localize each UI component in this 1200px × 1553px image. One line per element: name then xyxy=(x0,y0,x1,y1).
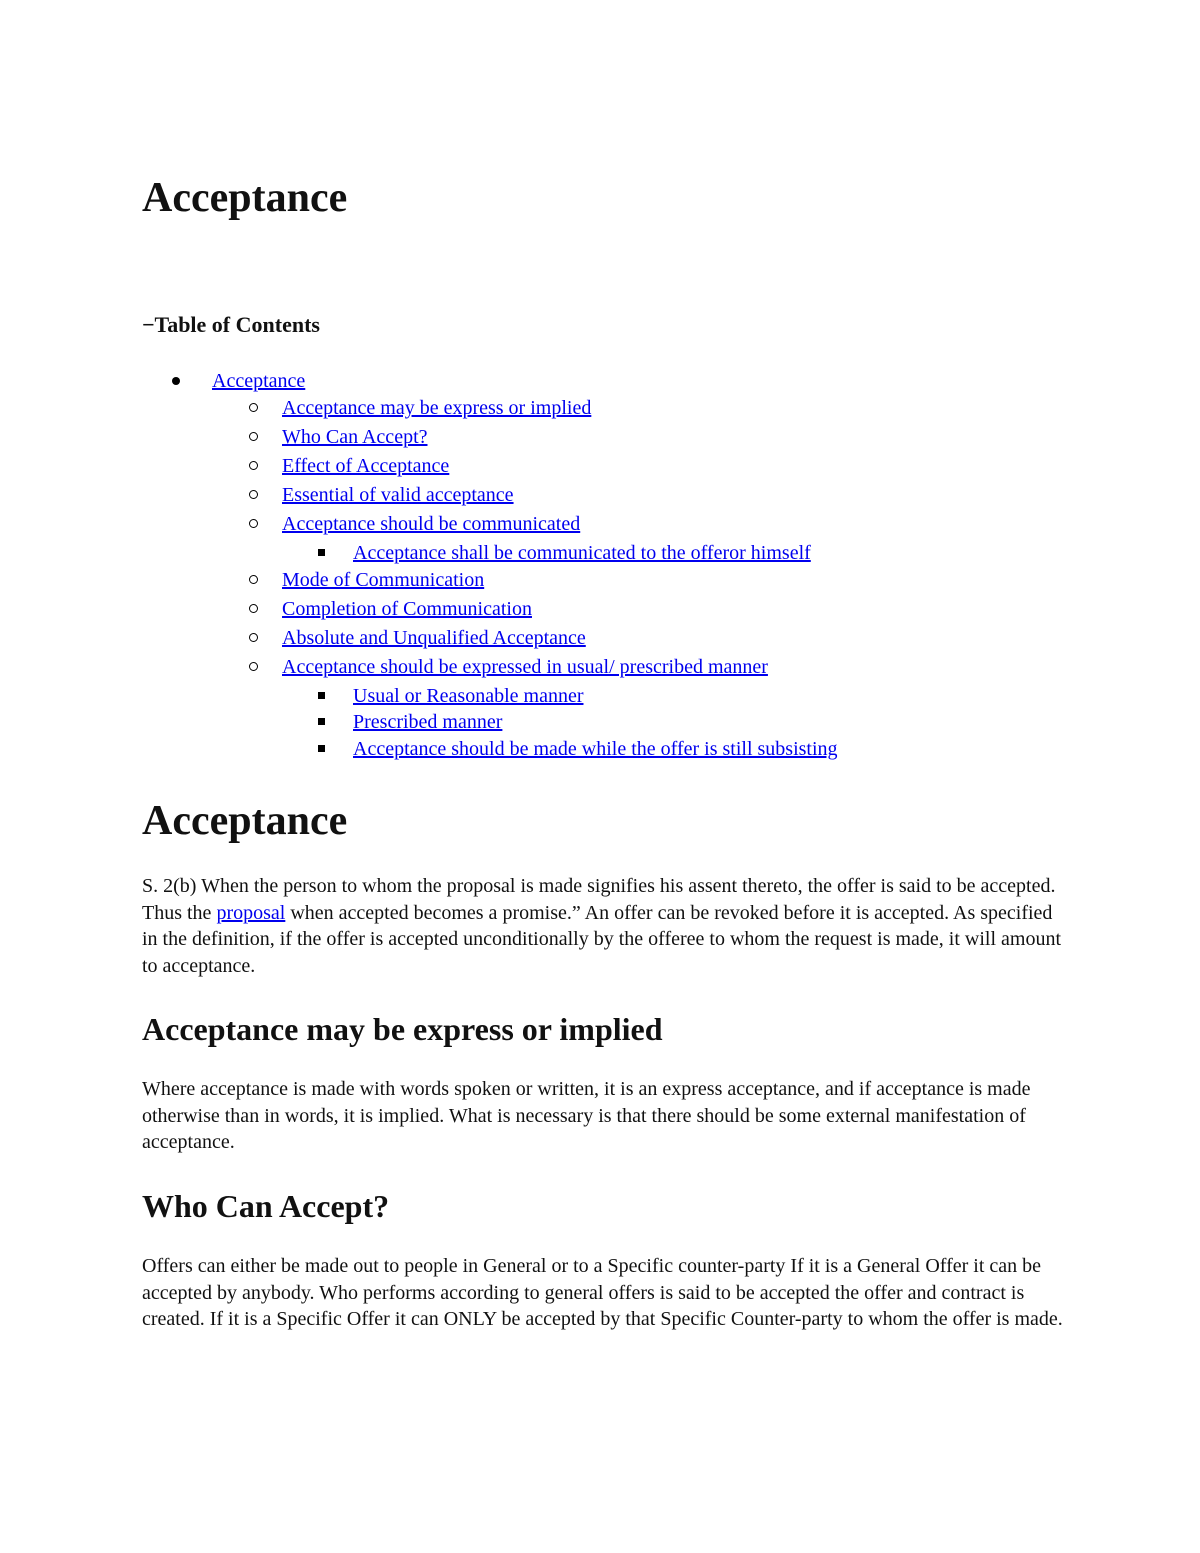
table-of-contents xyxy=(142,0,1072,780)
toc-link-usual-prescribed[interactable]: Acceptance should be expressed in usual/ prescribed manner xyxy=(282,656,768,678)
document-title: Acceptance xyxy=(142,175,348,221)
toc-link-still-subsisting[interactable]: Acceptance should be made while the offer is still subsisting xyxy=(353,738,838,760)
proposal-link[interactable]: proposal xyxy=(216,901,286,924)
section-heading-who-can-accept: Who Can Accept? xyxy=(142,1188,390,1224)
toc-heading[interactable]: −Table of Contents xyxy=(142,312,320,337)
toc-link-who-can-accept[interactable]: Who Can Accept? xyxy=(282,426,428,448)
toc-link-usual-reasonable[interactable]: Usual or Reasonable manner xyxy=(353,685,584,707)
toc-link-prescribed[interactable]: Prescribed manner xyxy=(353,711,503,733)
toc-link-communicated[interactable]: Acceptance should be communicated xyxy=(282,513,581,535)
toc-link-offeror-himself[interactable]: Acceptance shall be communicated to the offeror himself xyxy=(353,542,811,564)
section-text-who-can-accept: Offers can either be made out to people in General or to a Specific counter-party If it is a General Offer it can be accepted by anybody. Who performs according to general offers is said to be accepted the offer and contract is created. If it is a Specific Offer it can ONLY be accepted by that Specific Counter-party to whom the offer is made. xyxy=(142,1255,1063,1330)
toc-link-express-implied[interactable]: Acceptance may be express or implied xyxy=(282,397,592,419)
toc-link-acceptance[interactable]: Acceptance xyxy=(212,370,306,392)
paragraph-text: S. 2(b) When the person to whom the proposal is made signifies his assent thereto, the offer is said to be accepted. Thus the xyxy=(142,875,1056,924)
section-heading-acceptance: Acceptance xyxy=(142,798,348,844)
section-text-express-implied: Where acceptance is made with words spoken or written, it is an express acceptance, and if acceptance is made otherwise than in words, it is implied. What is necessary is that there should be some external manifestation of acceptance. xyxy=(142,1078,1031,1153)
toc-link-completion[interactable]: Completion of Communication xyxy=(282,598,532,620)
section-heading-express-implied: Acceptance may be express or implied xyxy=(142,1011,663,1047)
toc-link-effect[interactable]: Effect of Acceptance xyxy=(282,455,450,477)
paragraph-text: when accepted becomes a promise.” An offer can be revoked before it is accepted. As specified in the definition, if the offer is accepted unconditionally by the offeree to whom the request is made, it will amount to acceptance. xyxy=(142,901,1062,977)
section-text-acceptance xyxy=(142,873,1072,979)
toc-link-essential[interactable]: Essential of valid acceptance xyxy=(282,484,514,506)
toc-link-absolute[interactable]: Absolute and Unqualified Acceptance xyxy=(282,627,586,649)
toc-link-mode[interactable]: Mode of Communication xyxy=(282,569,485,591)
